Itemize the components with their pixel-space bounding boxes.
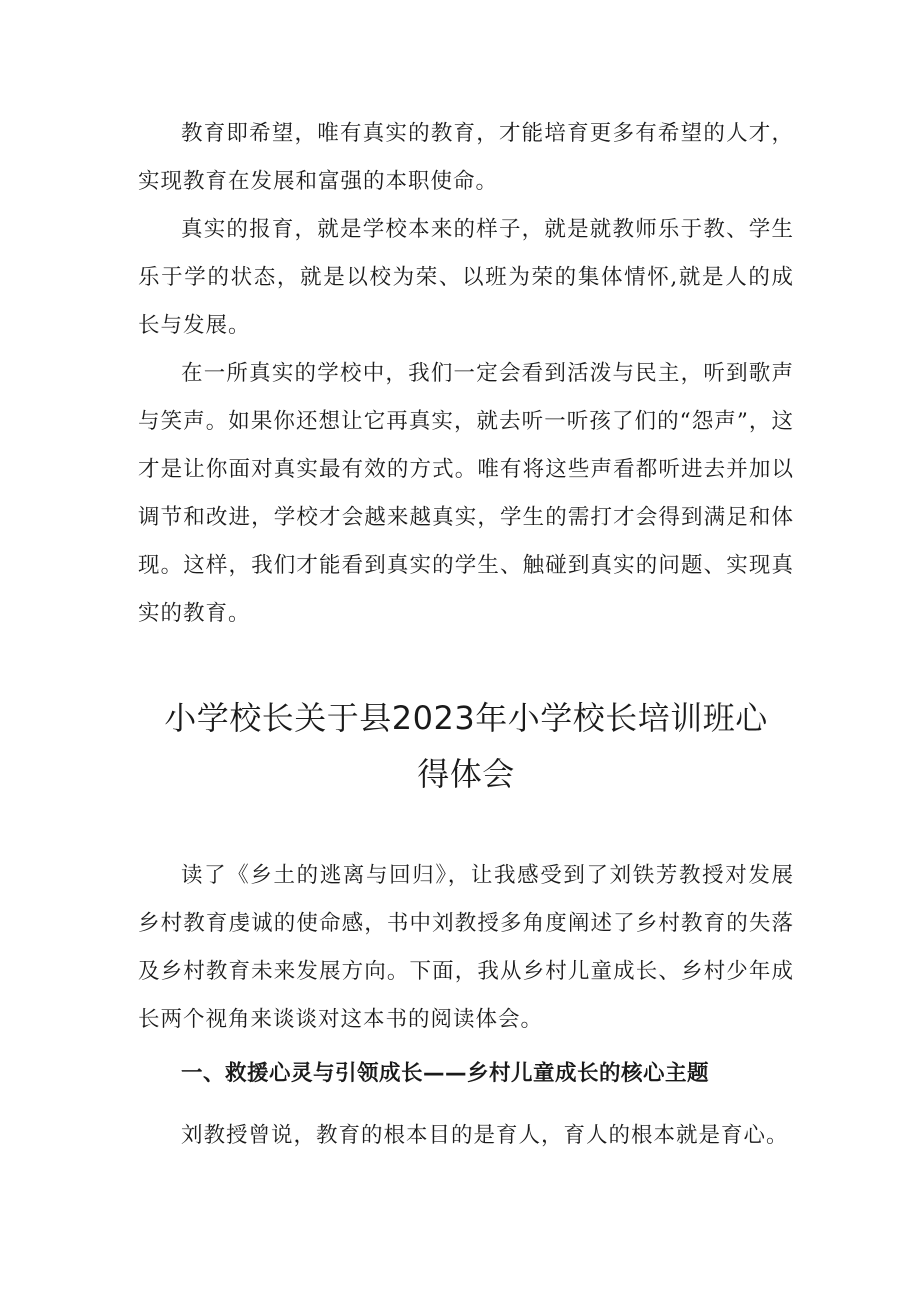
- section-paragraph: 刘教授曾说，教育的根本目的是育人，育人的根本就是育心。: [181, 1123, 789, 1148]
- article-title-line2: 得体会: [417, 755, 515, 793]
- paragraph: 教育即希望，唯有真实的教育，才能培育更多有希望的人才，实现教育在发展和富强的本职使命。: [138, 121, 794, 194]
- article-title: [138, 690, 794, 802]
- paragraph: 真实的报育，就是学校本来的样子，就是就教师乐于教、学生乐于学的状态，就是以校为荣、以班为荣的集体情怀,就是人的成长与发展。: [138, 217, 794, 338]
- document-page: [138, 110, 794, 1160]
- article-title-line1: 小学校长关于县2023年小学校长培训班心: [164, 699, 768, 737]
- intro-paragraph: 读了《乡土的逃离与回归》，让我感受到了刘铁芳教授对发展乡村教育虔诚的使命感，书中刘教授多角度阐述了乡村教育的失落及乡村教育未来发展方向。下面，我从乡村儿童成长、乡村少年成长两个视角来谈谈对这本书的阅读体会。: [138, 863, 794, 1032]
- section-heading: 一、救援心灵与引领成长——乡村儿童成长的核心主题: [181, 1061, 710, 1086]
- paragraph: 在一所真实的学校中，我们一定会看到活泼与民主，听到歌声与笑声。如果你还想让它再真实，就去听一听孩了们的“怨声”，这才是让你面对真实最有效的方式。唯有将这些声看都听进去并加以调节和改进，学校才会越来越真实，学生的需打才会得到满足和体现。这样，我们才能看到真实的学生、触碰到真实的问题、实现真实的教育。: [138, 361, 794, 626]
